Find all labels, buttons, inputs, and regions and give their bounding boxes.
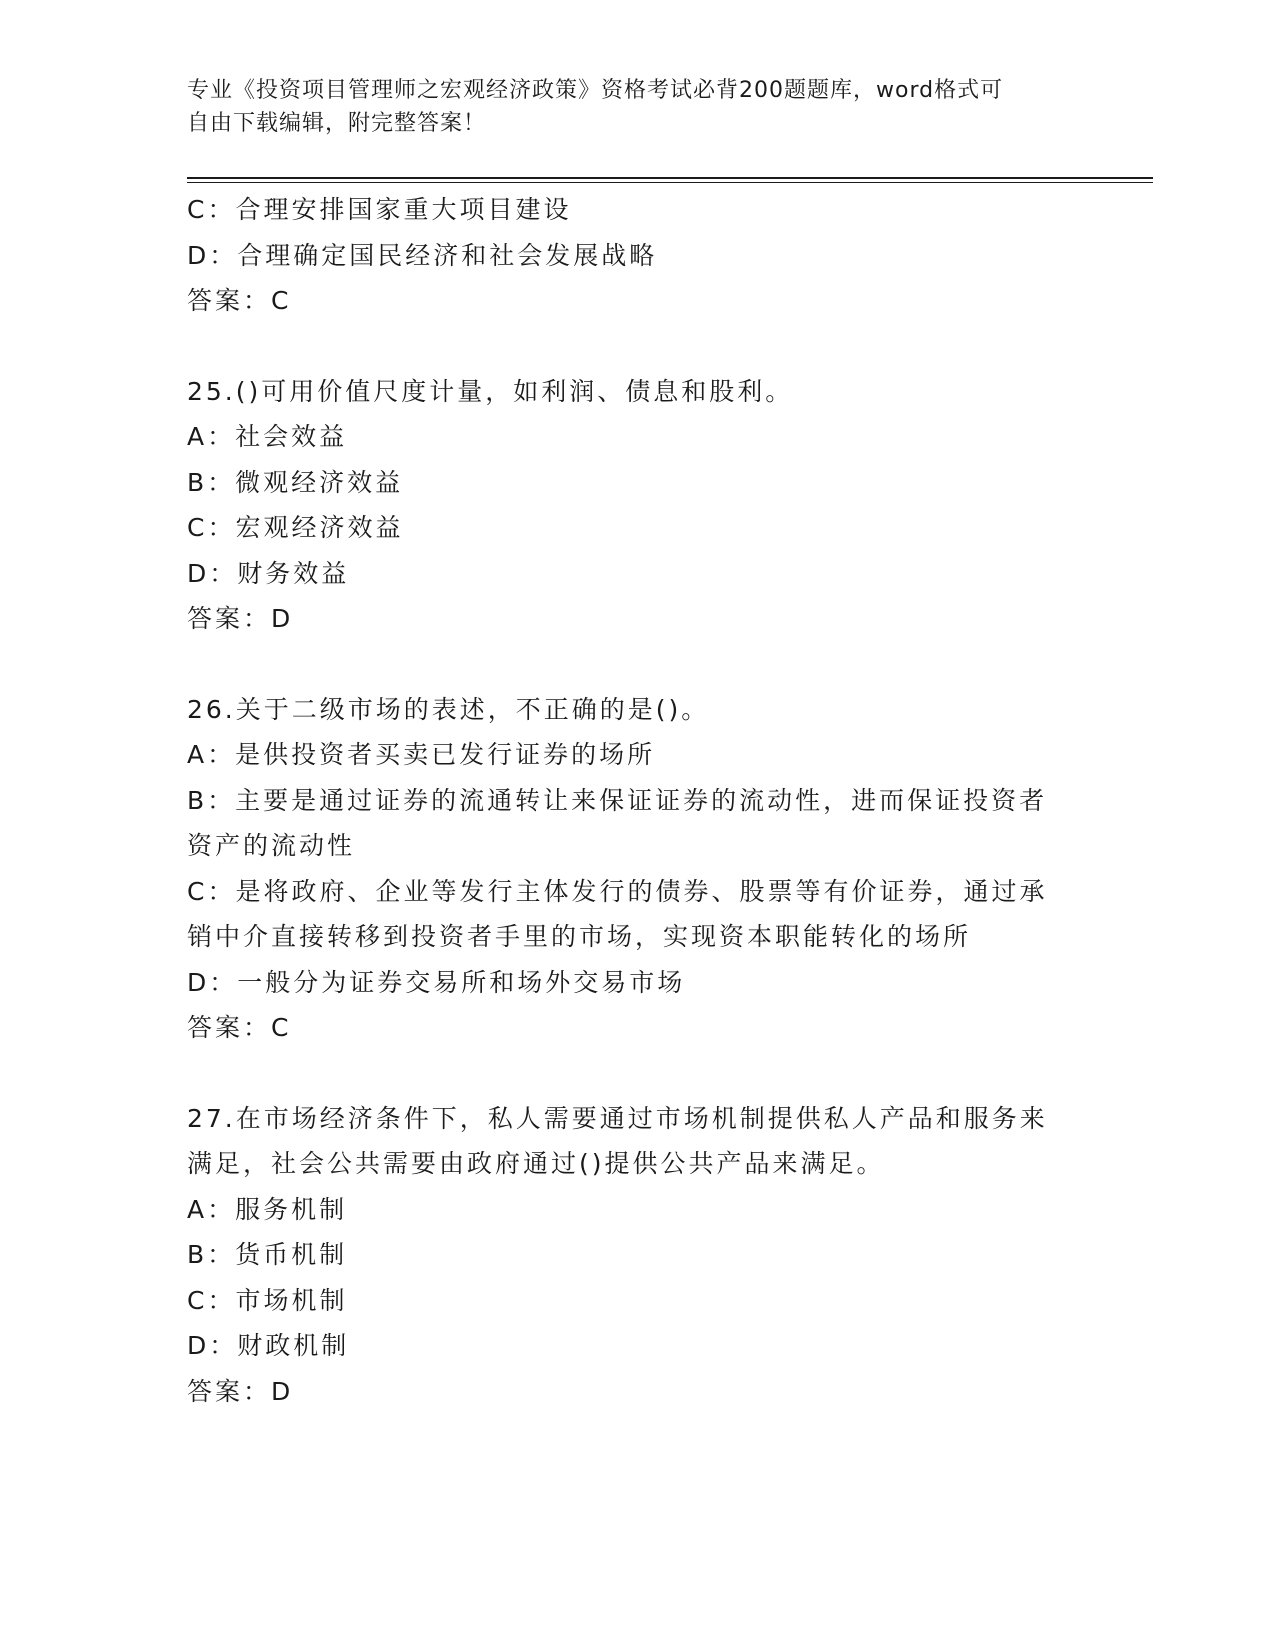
question-25 <box>187 369 1087 642</box>
option-b-line-2: 资产的流动性 <box>187 831 356 860</box>
option-a: A：社会效益 <box>187 422 348 451</box>
option-b-line-1: B：主要是通过证券的流通转让来保证证券的流动性，进而保证投资者 <box>187 785 1048 815</box>
question-list <box>187 187 1087 1414</box>
header-divider-thick <box>187 177 1153 179</box>
option-c: C：宏观经济效益 <box>187 513 404 542</box>
option-d: D：一般分为证券交易所和场外交易市场 <box>187 967 686 997</box>
option-c: C：市场机制 <box>187 1285 348 1315</box>
question-27 <box>187 1096 1087 1415</box>
option-a: A：是供投资者买卖已发行证券的场所 <box>187 740 656 769</box>
option-c-line-1: C：是将政府、企业等发行主体发行的债券、股票等有价证券，通过承 <box>187 876 1048 906</box>
header-divider-thin <box>187 182 1153 183</box>
option-a: A：服务机制 <box>187 1194 348 1224</box>
question-24 <box>187 187 1087 324</box>
header-line-1: 专业《投资项目管理师之宏观经济政策》资格考试必背200题题库，word格式可 <box>187 78 1004 103</box>
option-c-line-2: 销中介直接转移到投资者手里的市场，实现资本职能转化的场所 <box>187 922 972 951</box>
option-d: D：财政机制 <box>187 1331 350 1360</box>
option-b: B：货币机制 <box>187 1240 348 1269</box>
option-c: C：合理安排国家重大项目建设 <box>187 195 572 224</box>
question-26 <box>187 687 1087 1051</box>
option-d: D：合理确定国民经济和社会发展战略 <box>187 240 658 270</box>
answer: 答案：C <box>187 286 292 315</box>
answer: 答案：D <box>187 1376 294 1406</box>
header-line-2: 自由下载编辑，附完整答案！ <box>187 111 487 136</box>
document-header <box>187 74 1067 140</box>
question-stem-line-2: 满足，社会公共需要由政府通过()提供公共产品来满足。 <box>187 1149 885 1178</box>
spacer <box>187 324 1087 369</box>
option-b: B：微观经济效益 <box>187 467 404 497</box>
question-stem-line-1: 27.在市场经济条件下，私人需要通过市场机制提供私人产品和服务来 <box>187 1103 1048 1133</box>
option-d: D：财务效益 <box>187 558 350 588</box>
question-stem: 25.()可用价值尺度计量，如利润、债息和股利。 <box>187 376 794 406</box>
answer: 答案：D <box>187 604 294 633</box>
answer: 答案：C <box>187 1013 292 1042</box>
spacer <box>187 1051 1087 1096</box>
spacer <box>187 642 1087 687</box>
question-stem: 26.关于二级市场的表述，不正确的是()。 <box>187 694 710 724</box>
